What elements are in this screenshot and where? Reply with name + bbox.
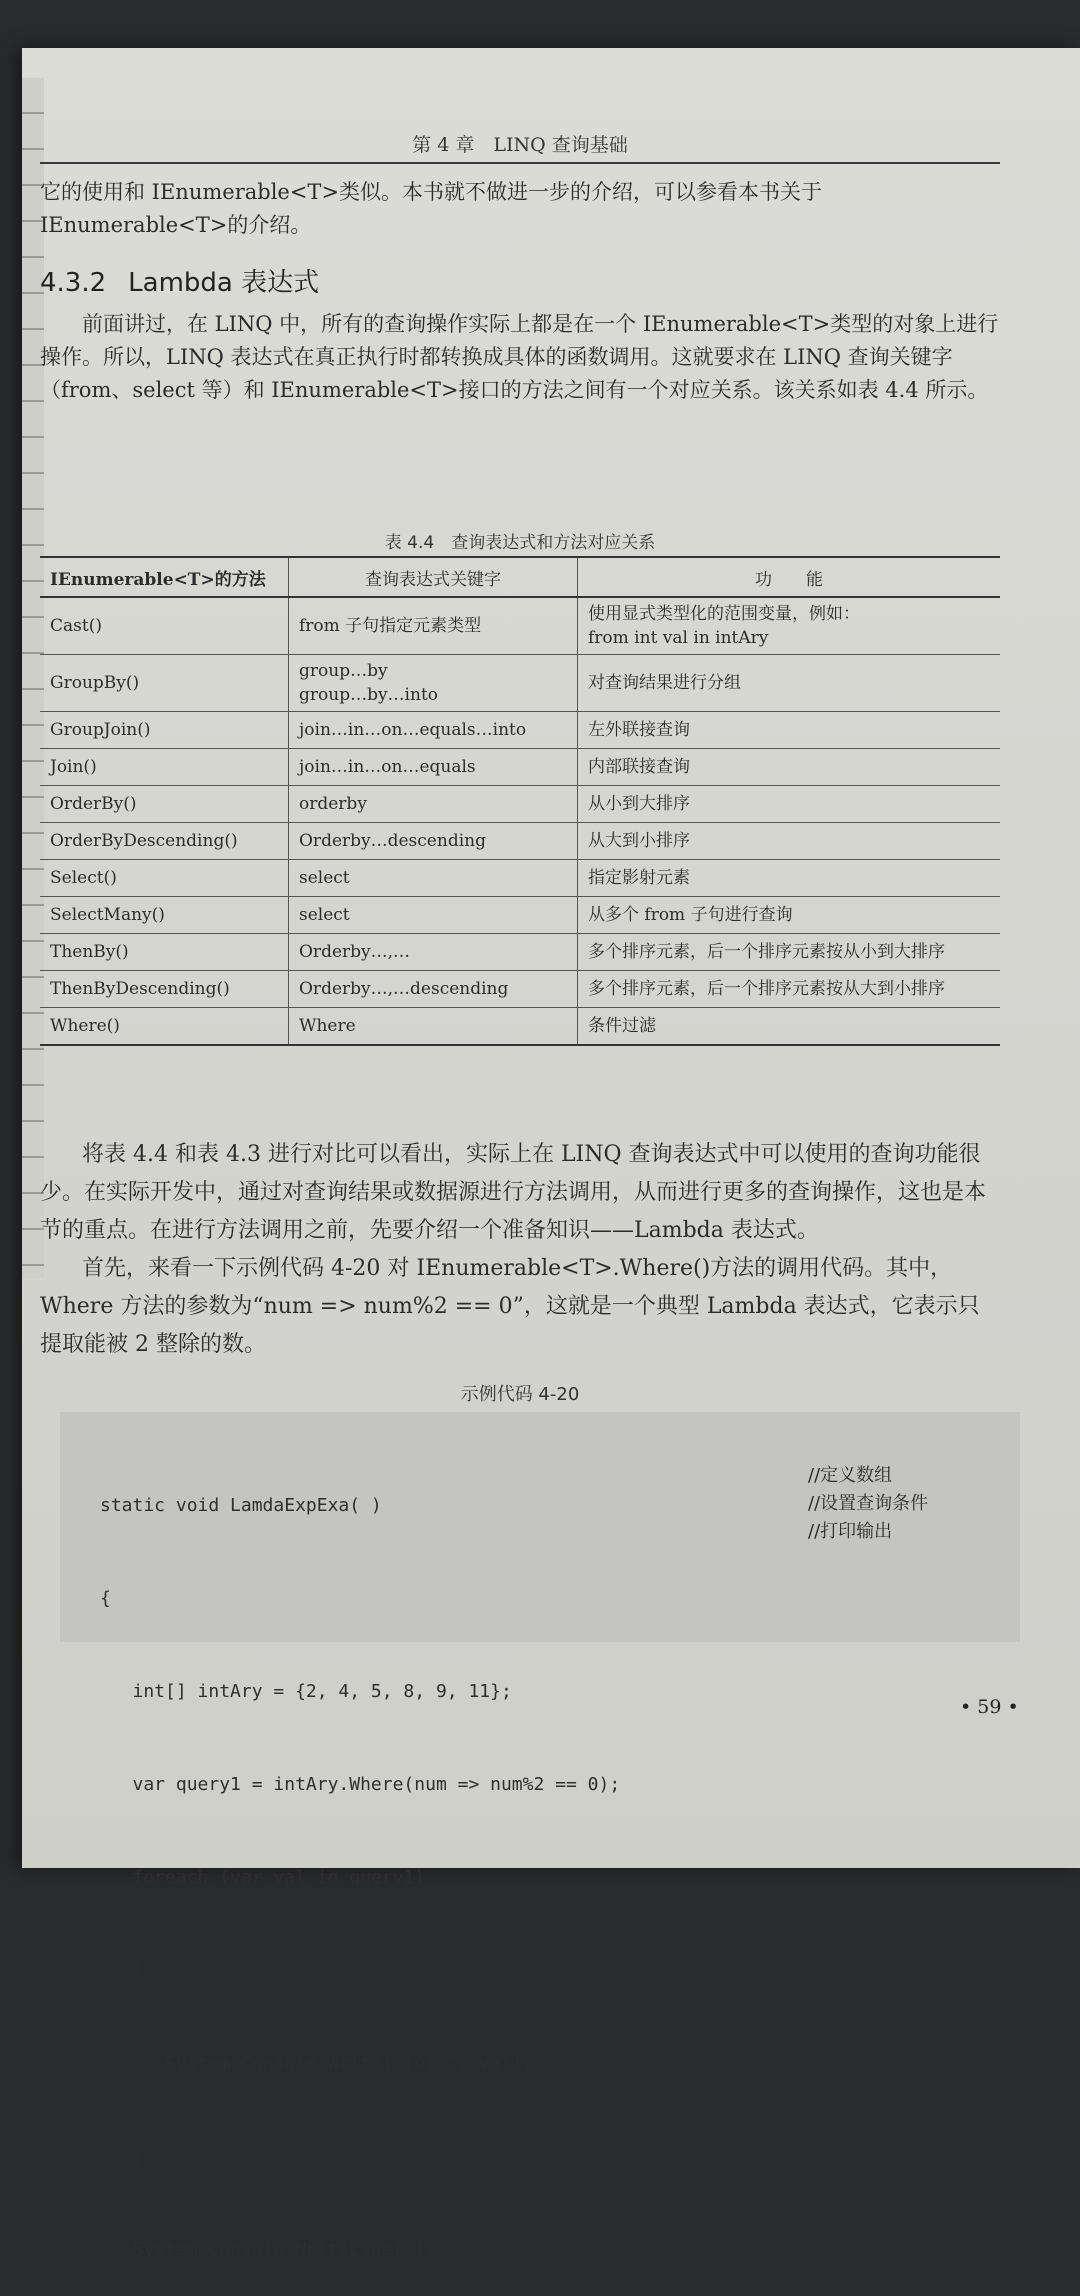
- table-row: [40, 1008, 1000, 1046]
- cell-function: 条件过滤: [578, 1008, 1001, 1046]
- cell-method: SelectMany(): [40, 897, 289, 934]
- running-head: 第 4 章 LINQ 查询基础: [412, 134, 628, 156]
- cell-keyword: join…in…on…equals…into: [289, 712, 578, 749]
- paragraph-4: 首先，来看一下示例代码 4-20 对 IEnumerable<T>.Where()方法的调用代码。其中，Where 方法的参数为“num => num%2 == 0”，这就是一个典型 Lambda 表达式，它表示只提取能被 2 整除的数。: [40, 1256, 980, 1357]
- table-row: [40, 786, 1000, 823]
- cell-method: ThenBy(): [40, 934, 289, 971]
- code-line: System.Console.WriteLine( );: [100, 2239, 436, 2260]
- cell-keyword: from 子句指定元素类型: [289, 597, 578, 655]
- table-row: [40, 897, 1000, 934]
- paragraph-3: 将表 4.4 和表 4.3 进行对比可以看出，实际上在 LINQ 查询表达式中可以使用的查询功能很少。在实际开发中，通过对查询结果或数据源进行方法调用，从而进行更多的查询操作，这也是本节的重点。在进行方法调用之前，先要介绍一个准备知识——Lambda 表达式。: [40, 1142, 987, 1243]
- cell-function: 从大到小排序: [578, 823, 1001, 860]
- table-row: [40, 597, 1000, 655]
- header-function: 功 能: [578, 557, 1001, 597]
- cell-keyword: Orderby…descending: [289, 823, 578, 860]
- code-line: {: [100, 1960, 144, 1981]
- cell-method: GroupBy(): [40, 655, 289, 712]
- section-number: 4.3.2: [40, 268, 107, 298]
- cell-method: Where(): [40, 1008, 289, 1046]
- cell-function: 从多个 from 子句进行查询: [578, 897, 1001, 934]
- cell-function: 内部联接查询: [578, 749, 1001, 786]
- paragraph-2: 前面讲过，在 LINQ 中，所有的查询操作实际上都是在一个 IEnumerable<T>类型的对象上进行操作。所以，LINQ 表达式在真正执行时都转换成具体的函数调用。这就要求在 LINQ 查询关键字（from、select 等）和 IEnumerable<T>接口的方法之间有一个对应关系。该关系如表 4.4 所示。: [40, 312, 999, 402]
- cell-method: Select(): [40, 860, 289, 897]
- cell-keyword: orderby: [289, 786, 578, 823]
- header-rule: [40, 162, 1000, 164]
- code-line: var query1 = intAry.Where(num => num%2 == 0);: [100, 1774, 621, 1795]
- page-number: • 59 •: [960, 1696, 1019, 1718]
- cell-method: GroupJoin(): [40, 712, 289, 749]
- cell-function: 多个排序元素，后一个排序元素按从小到大排序: [578, 934, 1001, 971]
- cell-function: 使用显式类型化的范围变量，例如： from int val in intAry: [578, 597, 1001, 655]
- code-caption: 示例代码 4-20: [460, 1384, 580, 1405]
- code-comments: [808, 1462, 928, 1546]
- table-row: [40, 712, 1000, 749]
- table-header-row: [40, 557, 1000, 597]
- section-heading: [40, 262, 319, 299]
- cell-keyword: Orderby…,…: [289, 934, 578, 971]
- table-row: [40, 971, 1000, 1008]
- paragraph-1: 它的使用和 IEnumerable<T>类似。本书就不做进一步的介绍，可以参看本书关于IEnumerable<T>的介绍。: [40, 180, 823, 237]
- cell-method: Join(): [40, 749, 289, 786]
- code-line: System.Console.Write("{0} ", val);: [100, 2053, 534, 2074]
- code-line: foreach (var val in query1): [100, 1867, 426, 1888]
- cell-function: 指定影射元素: [578, 860, 1001, 897]
- cell-keyword: join…in…on…equals: [289, 749, 578, 786]
- cell-keyword: group…by group…by…into: [289, 655, 578, 712]
- table-row: [40, 749, 1000, 786]
- cell-method: Cast(): [40, 597, 289, 655]
- code-comment: //定义数组: [808, 1465, 893, 1486]
- code-comment: //打印输出: [808, 1521, 893, 1542]
- cell-function: 左外联接查询: [578, 712, 1001, 749]
- code-line: {: [100, 1588, 111, 1609]
- cell-keyword: select: [289, 897, 578, 934]
- table-row: [40, 823, 1000, 860]
- cell-method: OrderBy(): [40, 786, 289, 823]
- code-line: }: [100, 2146, 144, 2167]
- cell-function: 多个排序元素，后一个排序元素按从大到小排序: [578, 971, 1001, 1008]
- table-row: [40, 860, 1000, 897]
- table-caption: 表 4.4 查询表达式和方法对应关系: [384, 533, 656, 553]
- mapping-table: [40, 556, 1000, 1046]
- code-comment: //设置查询条件: [808, 1493, 929, 1514]
- cell-function: 对查询结果进行分组: [578, 655, 1001, 712]
- cell-keyword: Orderby…,…descending: [289, 971, 578, 1008]
- cell-method: OrderByDescending(): [40, 823, 289, 860]
- header-method: IEnumerable<T>的方法: [40, 557, 289, 597]
- cell-keyword: select: [289, 860, 578, 897]
- cell-keyword: Where: [289, 1008, 578, 1046]
- cell-function: 从小到大排序: [578, 786, 1001, 823]
- cell-method: ThenByDescending(): [40, 971, 289, 1008]
- table-row: [40, 934, 1000, 971]
- code-line: int[] intAry = {2, 4, 5, 8, 9, 11};: [100, 1681, 512, 1702]
- header-keyword: 查询表达式关键字: [289, 557, 578, 597]
- table-row: [40, 655, 1000, 712]
- section-title: Lambda 表达式: [128, 268, 320, 298]
- code-line: static void LamdaExpExa( ): [100, 1495, 382, 1516]
- code-lines: [100, 1428, 620, 2296]
